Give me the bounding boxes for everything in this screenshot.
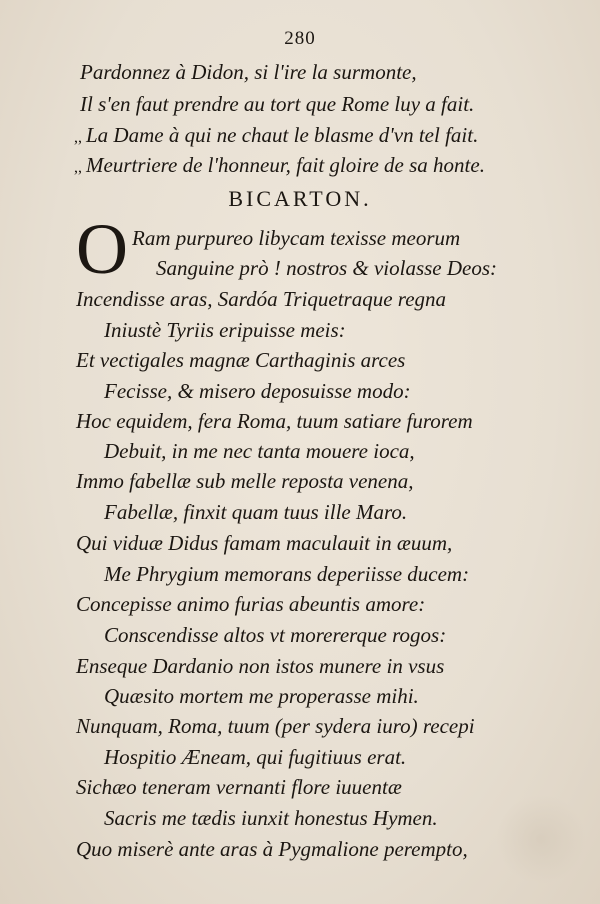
latin-verse-13: Concepisse animo furias abeuntis amore: (76, 592, 426, 616)
latin-verse-8: Debuit, in me nec tanta mouere ioca, (104, 439, 415, 463)
latin-verse-1: Ram purpureo libycam texisse meorum (132, 226, 461, 250)
paper-stain (496, 794, 586, 884)
page-number: 280 (284, 28, 316, 49)
latin-verse-15: Enseque Dardanio non istos munere in vsus (76, 654, 445, 678)
french-verse-1: Pardonnez à Didon, si l'ire la surmonte, (80, 60, 417, 84)
latin-verse-17: Nunquam, Roma, tuum (per sydera iuro) recepi (76, 714, 475, 738)
latin-verse-16: Quæsito mortem me properasse mihi. (104, 684, 419, 708)
french-verse-2: Il s'en faut prendre au tort que Rome luy a fait. (80, 92, 475, 116)
latin-verse-10: Fabellæ, finxit quam tuus ille Maro. (104, 500, 408, 524)
french-verse-3: ,, La Dame à qui ne chaut le blasme d'vn tel fait. (74, 123, 479, 147)
latin-verse-3: Incendisse aras, Sardóa Triquetraque regna (76, 287, 447, 311)
latin-verse-6: Fecisse, & misero deposuisse modo: (104, 379, 411, 403)
latin-verse-21: Quo miserè ante aras à Pygmalione perempto, (76, 837, 468, 861)
french-verse-4: ,, Meurtriere de l'honneur, fait gloire de sa honte. (74, 153, 485, 177)
latin-verse-20: Sacris me tædis iunxit honestus Hymen. (104, 806, 438, 830)
latin-verse-9: Immo fabellæ sub melle reposta venena, (76, 469, 414, 493)
poem-heading: BICARTON. (228, 186, 372, 211)
latin-verse-7: Hoc equidem, fera Roma, tuum satiare furorem (76, 409, 473, 433)
latin-verse-19: Sichæo teneram vernanti flore iuuentæ (76, 775, 402, 799)
latin-verse-14: Conscendisse altos vt morererque rogos: (104, 623, 447, 647)
latin-verse-5: Et vectigales magnæ Carthaginis arces (76, 348, 406, 372)
latin-verse-4: Iniustè Tyriis eripuisse meis: (104, 318, 346, 342)
latin-verse-2: Sanguine prò ! nostros & violasse Deos: (156, 256, 498, 280)
latin-verse-11: Qui viduæ Didus famam maculauit in æuum, (76, 531, 453, 555)
latin-verse-18: Hospitio Æneam, qui fugitiuus erat. (104, 745, 407, 769)
latin-verse-12: Me Phrygium memorans deperiisse ducem: (104, 562, 470, 586)
drop-cap: O (76, 209, 128, 289)
